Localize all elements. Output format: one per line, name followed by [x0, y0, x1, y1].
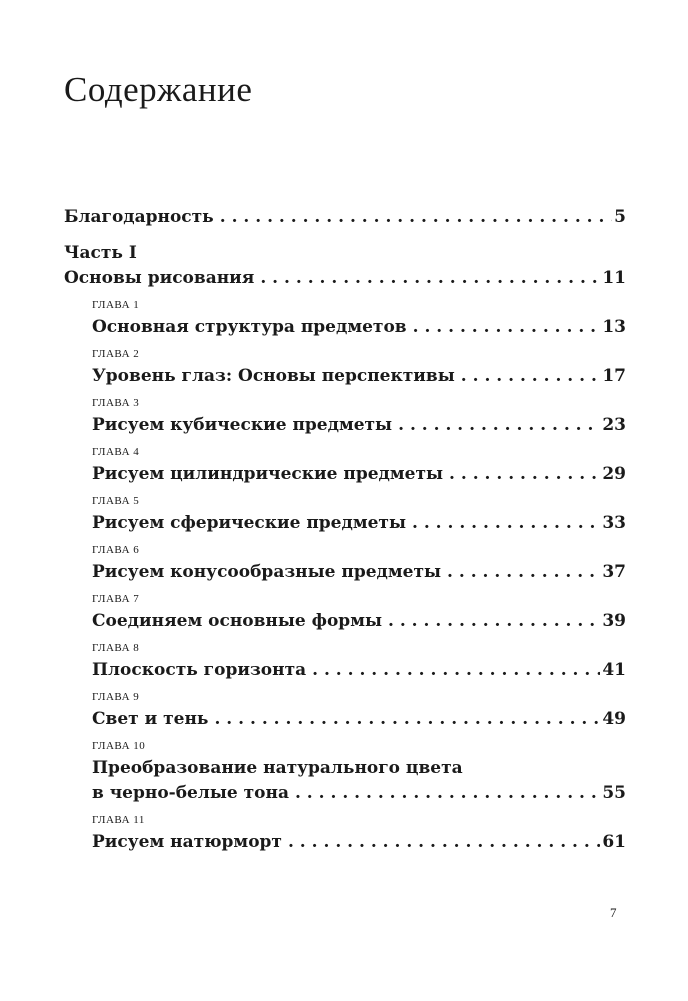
entry-title-line-2: в черно-белые тона [92, 783, 289, 803]
toc-entry-acknowledgements[interactable] [64, 205, 626, 230]
chapter-label: ГЛАВА 11 [92, 814, 145, 826]
part-label: Часть I [64, 243, 137, 263]
chapter-label: ГЛАВА 1 [92, 299, 140, 311]
entry-title: Рисуем сферические предметы [92, 513, 406, 533]
chapter-label: ГЛАВА 6 [92, 544, 140, 556]
toc-chapter[interactable] [92, 636, 626, 685]
dot-leader [412, 511, 600, 536]
toc-chapter[interactable] [92, 489, 626, 538]
dot-leader [461, 364, 601, 389]
chapter-label: ГЛАВА 8 [92, 642, 140, 654]
toc-chapter[interactable] [92, 293, 626, 342]
entry-title: Свет и тень [92, 709, 209, 729]
dot-leader [288, 830, 600, 855]
entry-title: Уровень глаз: Основы перспективы [92, 366, 455, 386]
entry-title: Рисуем конусообразные предметы [92, 562, 442, 582]
entry-title-line-1: Преобразование натурального цвета [92, 758, 463, 778]
dot-leader [260, 266, 600, 291]
toc-entry-part-1[interactable] [64, 266, 626, 291]
entry-title: Рисуем цилиндрические предметы [92, 464, 444, 484]
entry-title: Рисуем натюрморт [92, 832, 282, 852]
dot-leader [312, 658, 600, 683]
entry-page: 55 [602, 783, 626, 803]
toc-chapter[interactable] [92, 808, 626, 857]
entry-page: 5 [614, 207, 626, 227]
dot-leader [220, 205, 612, 230]
chapter-label: ГЛАВА 10 [92, 740, 146, 752]
dot-leader [447, 560, 600, 585]
entry-title: Благодарность [64, 207, 214, 227]
entry-page: 17 [602, 366, 626, 386]
entry-page: 41 [602, 660, 626, 680]
page-number: 7 [610, 905, 617, 920]
entry-page: 37 [602, 562, 626, 582]
entry-page: 13 [602, 317, 626, 337]
entry-page: 23 [602, 415, 626, 435]
entry-page: 33 [602, 513, 626, 533]
chapter-label: ГЛАВА 2 [92, 348, 140, 360]
chapter-label: ГЛАВА 4 [92, 446, 140, 458]
dot-leader [449, 462, 600, 487]
toc-chapter[interactable] [92, 391, 626, 440]
page-title: Содержание [64, 70, 253, 109]
toc-chapter[interactable] [92, 734, 626, 808]
dot-leader [295, 781, 600, 806]
entry-page: 29 [602, 464, 626, 484]
dot-leader [388, 609, 600, 634]
entry-page: 61 [602, 832, 626, 852]
dot-leader [214, 707, 600, 732]
chapter-label: ГЛАВА 9 [92, 691, 140, 703]
dot-leader [413, 315, 601, 340]
entry-page: 39 [602, 611, 626, 631]
entry-title: Соединяем основные формы [92, 611, 382, 631]
table-of-contents [64, 205, 626, 857]
chapter-label: ГЛАВА 7 [92, 593, 140, 605]
entry-title: Основная структура предметов [92, 317, 407, 337]
dot-leader [398, 413, 600, 438]
toc-chapter[interactable] [92, 342, 626, 391]
entry-title: Основы рисования [64, 268, 255, 288]
toc-chapter[interactable] [92, 440, 626, 489]
entry-title: Плоскость горизонта [92, 660, 307, 680]
entry-title: Рисуем кубические предметы [92, 415, 393, 435]
entry-page: 49 [602, 709, 626, 729]
toc-chapter[interactable] [92, 685, 626, 734]
entry-page: 11 [602, 268, 626, 288]
chapter-label: ГЛАВА 5 [92, 495, 140, 507]
toc-chapter[interactable] [92, 587, 626, 636]
chapter-list [92, 293, 626, 857]
toc-chapter[interactable] [92, 538, 626, 587]
chapter-label: ГЛАВА 3 [92, 397, 140, 409]
